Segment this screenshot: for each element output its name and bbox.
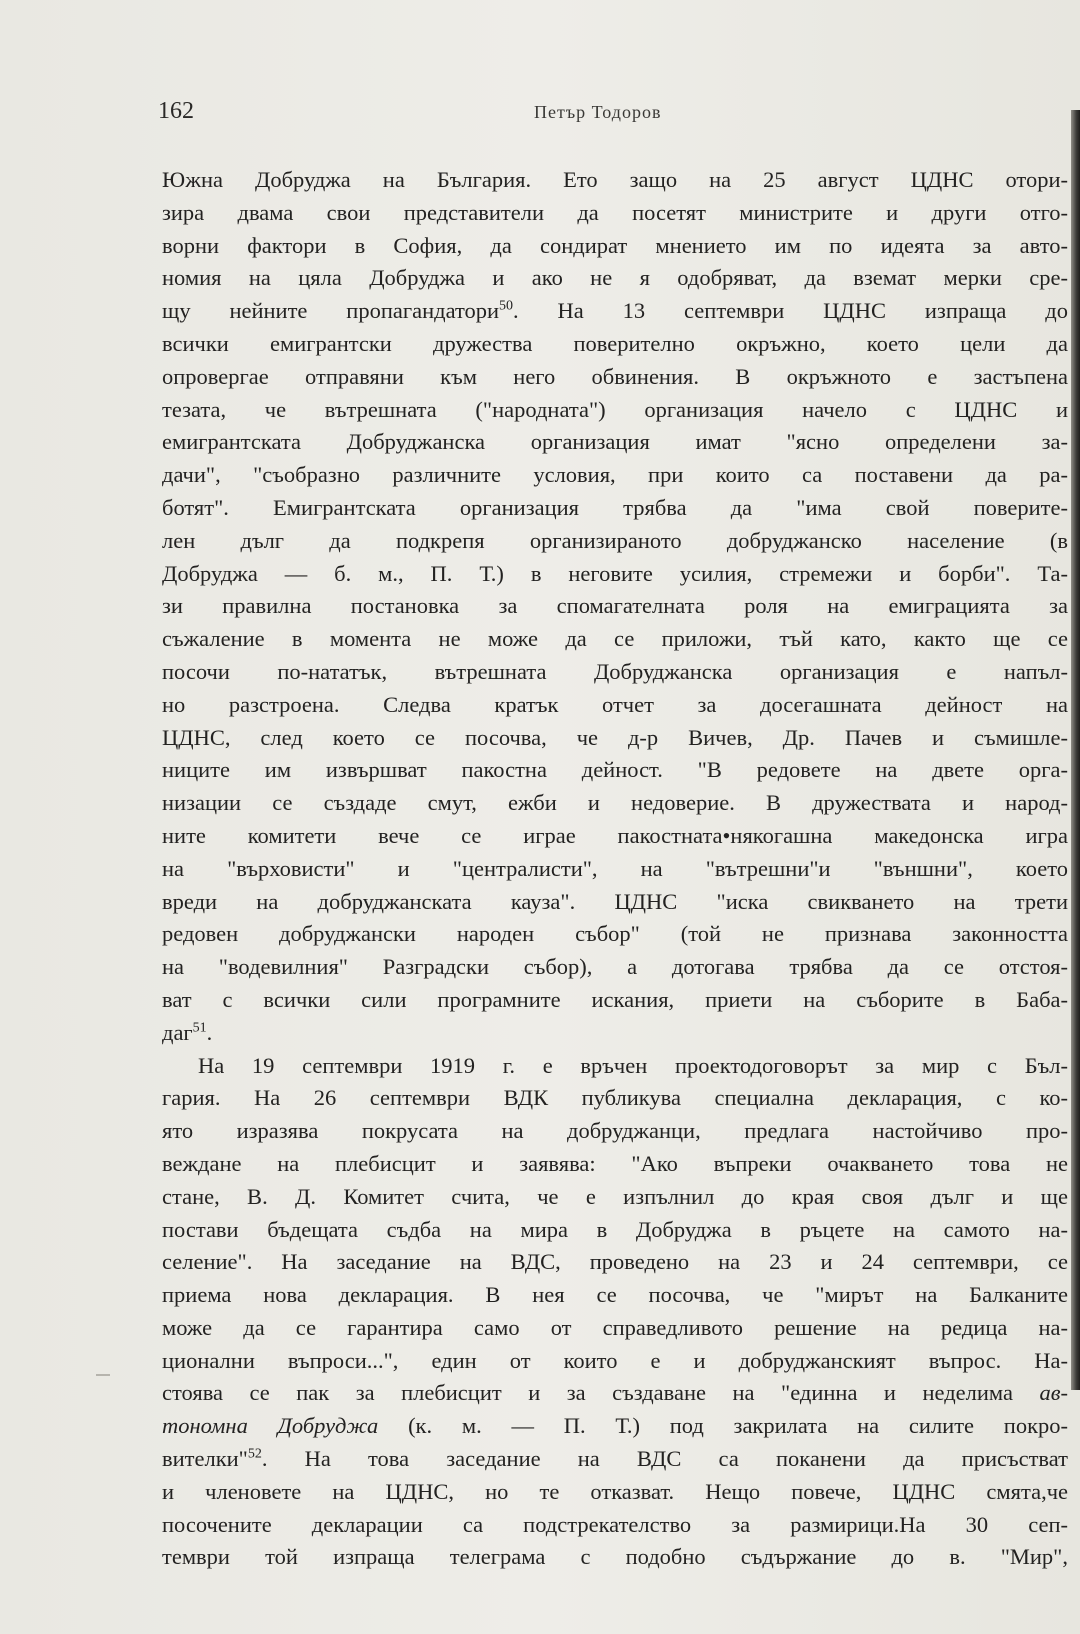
- text-fragment: (к. м. — П. Т.) под закрилата на силите покро-: [378, 1413, 1068, 1439]
- text-line: ято изразява покрусата на добруджанци, предлага настойчиво про-: [162, 1118, 1068, 1144]
- text-fragment: вителки": [162, 1446, 248, 1472]
- running-head-author: Петър Тодоров: [534, 102, 662, 122]
- text-fragment: . На това заседание на ВДС са поканени да присъстват: [261, 1446, 1068, 1472]
- text-line: ват с всички сили програмните искания, приети на съборите в Баба-: [162, 986, 1068, 1012]
- text-line: Южна Добруджа на България. Ето защо на 25 август ЦДНС отори-: [162, 167, 1068, 192]
- emphasis-text: ав-: [1039, 1380, 1068, 1406]
- text-fragment: . На 13 септември ЦДНС изпраща до: [513, 298, 1068, 324]
- text-line: зира двама свои представители да посетят министрите и други отго-: [162, 199, 1068, 225]
- text-line: [162, 1410, 1068, 1443]
- text-line: вреди на добруджанската кауза". ЦДНС "иска свикването на трети: [162, 888, 1068, 914]
- text-fragment: стоява се пак за плебисцит и за създаване на "единна и неделима: [162, 1380, 1013, 1406]
- text-fragment: .: [206, 1019, 213, 1045]
- paragraph-2: [162, 1050, 1068, 1575]
- text-line: дачи", "съобразно различните условия, при които са поставени да ра-: [162, 462, 1068, 488]
- footnote-ref-51[interactable]: 51: [192, 1020, 207, 1036]
- text-line: ЦДНС, след което се посочва, че д-р Вичев, Др. Пачев и съмишле-: [162, 724, 1068, 750]
- text-line: редовен добруджански народен събор" (той не признава законността: [162, 921, 1068, 947]
- page-number: 162: [158, 98, 194, 124]
- text-line: може да се гарантира само от справедливото решение на редица на-: [162, 1314, 1068, 1340]
- text-line: [162, 1377, 1068, 1410]
- text-line: постави бъдещата съдба на мира в Добруджа в ръцете на самото на-: [162, 1216, 1068, 1242]
- text-line: На 19 септември 1919 г. е връчен проектодоговорът за мир с Бъл-: [198, 1052, 1068, 1078]
- text-line: [162, 1443, 1068, 1476]
- text-line: на "върховисти" и "централисти", на "вътрешни"и "външни", което: [162, 855, 1068, 881]
- paragraph-1: [162, 164, 1068, 1050]
- page-header: [158, 98, 1058, 132]
- text-line: [162, 1017, 1068, 1050]
- text-line: ните комитети вече се играе пакостната•някогашна македонска игра: [162, 822, 1068, 848]
- text-line: стане, В. Д. Комитет счита, че е изпълнил до края своя дълг и ще: [162, 1183, 1068, 1209]
- text-line: [162, 295, 1068, 328]
- footnote-ref-52[interactable]: 52: [247, 1446, 262, 1462]
- text-line: ниците им извършват пакостна дейност. "В редовете на двете орга-: [162, 757, 1068, 783]
- text-line: ворни фактори в София, да сондират мнението им по идеята за авто-: [162, 232, 1068, 258]
- text-line: зи правилна постановка за спомагателната роля на емиграцията за: [162, 593, 1068, 619]
- text-line: номия на цяла Добруджа и ако не я одобряват, да вземат мерки сре-: [162, 265, 1068, 291]
- text-line: тември той изпраща телеграма с подобно съдържание до в. "Мир",: [162, 1544, 1068, 1570]
- footnote-ref-50[interactable]: 50: [499, 298, 514, 314]
- text-line: посочените декларации са подстрекателство за размирици.На 30 сеп-: [162, 1511, 1068, 1537]
- text-line: посочи по-нататък, вътрешната Добруджанска организация е напъл-: [162, 658, 1068, 684]
- text-line: Добруджа — б. м., П. Т.) в неговите усилия, стремежи и борби". Та-: [162, 560, 1068, 586]
- text-line: на "водевилния" Разградски събор), а дотогава трябва да се отстоя-: [162, 954, 1068, 980]
- text-line: съжаление в момента не може да се приложи, тъй като, както ще се: [162, 626, 1068, 652]
- text-line: и членовете на ЦДНС, но те отказват. Нещо повече, ЦДНС смята,че: [162, 1478, 1068, 1504]
- text-line: опровергае отправяни към него обвинения. В окръжното е застъпена: [162, 363, 1068, 389]
- text-line: емигрантската Добруджанска организация имат "ясно определени за-: [162, 429, 1068, 455]
- text-line: селение". На заседание на ВДС, проведено на 23 и 24 септември, се: [162, 1249, 1068, 1275]
- text-line: лен дълг да подкрепя организираното добруджанско население (в: [162, 527, 1068, 553]
- text-fragment: даг: [162, 1019, 193, 1045]
- text-line: ботят". Емигрантската организация трябва да "има свой поверите-: [162, 494, 1068, 520]
- margin-mark: [96, 1374, 110, 1376]
- text-fragment: щу нейните пропагандатори: [162, 298, 500, 324]
- text-line: низации се създаде смут, ежби и недоверие. В дружествата и народ-: [162, 790, 1068, 816]
- text-line: но разстроена. Следва кратък отчет за досегашната дейност на: [162, 691, 1068, 717]
- body-text: [162, 164, 1068, 1574]
- text-line: гария. На 26 септември ВДК публикува специална декларация, с ко-: [162, 1085, 1068, 1111]
- text-line: всички емигрантски дружества поверително окръжно, което цели да: [162, 330, 1068, 356]
- emphasis-text: тономна Добруджа: [162, 1413, 379, 1439]
- page-edge-shadow: [1071, 110, 1080, 1390]
- text-line: приема нова декларация. В нея се посочва, че "мирът на Балканите: [162, 1282, 1068, 1308]
- text-line: ционални въпроси...", един от които е и добруджанският въпрос. На-: [162, 1347, 1068, 1373]
- text-line: тезата, че вътрешната ("народната") организация начело с ЦДНС и: [162, 396, 1068, 422]
- text-line: веждане на плебисцит и заявява: "Ако въпреки очакването това не: [162, 1150, 1068, 1176]
